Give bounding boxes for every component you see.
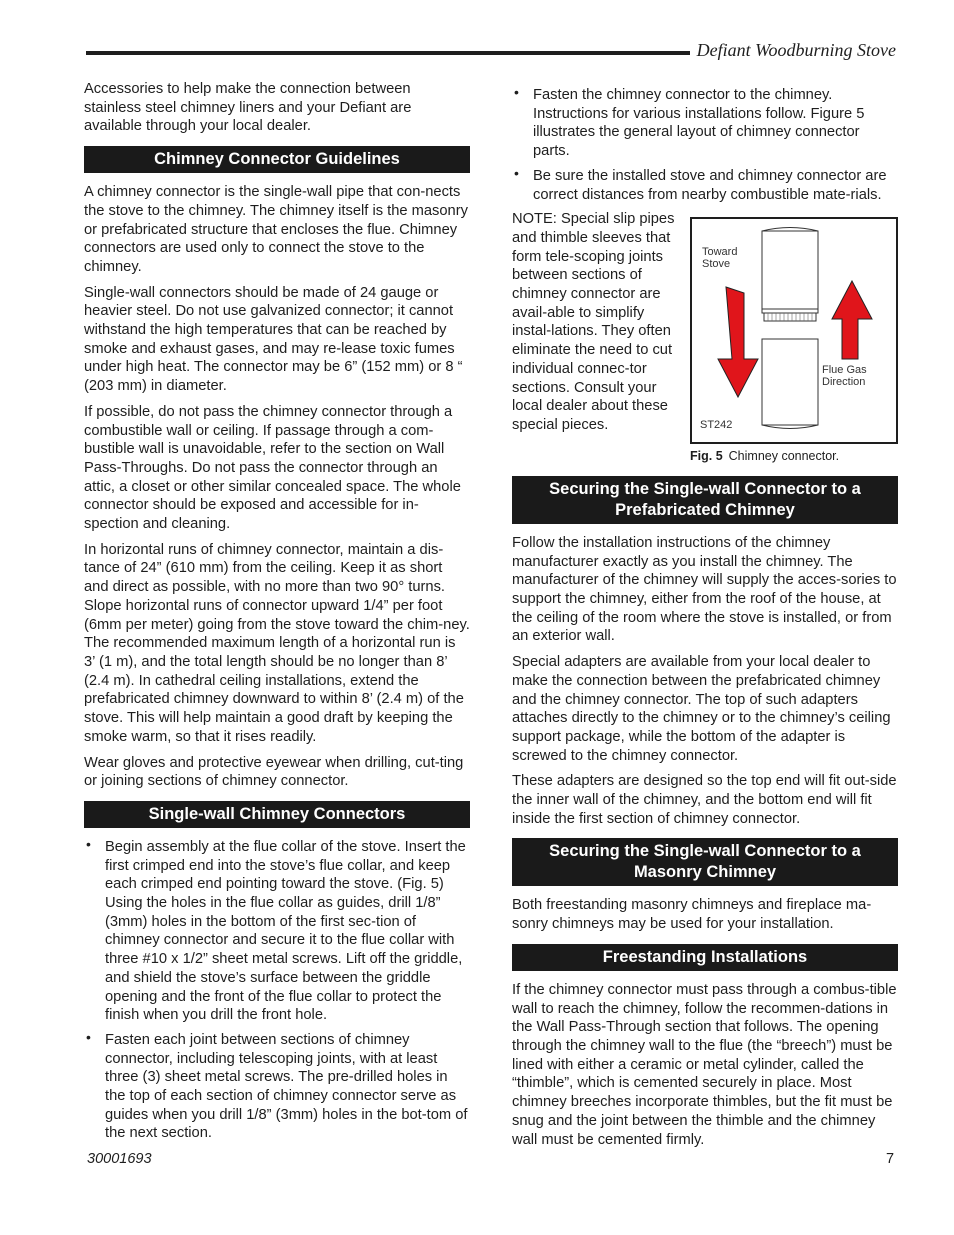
figure-caption-text: Chimney connector. [728,449,840,464]
paragraph: A chimney connector is the single-wall pipe that con-nects the stove to the chimney. The chimney itself is the masonry or prefabricated structure that encloses the flue. Chimney connectors are used only to connect the stove to the chimney. [84,184,468,275]
intro-paragraph: Accessories to help make the connection between stainless steel chimney liners and your Defiant are available through your local dealer. [84,81,412,135]
section-heading-single-wall-connectors: Single-wall Chimney Connectors [84,801,470,828]
section-heading-masonry-chimney: Securing the Single-wall Connector to a Masonry Chimney [512,838,898,886]
paragraph: Both freestanding masonry chimneys and fireplace ma-sonry chimneys may be used for your installation. [512,897,872,933]
paragraph: In horizontal runs of chimney connector, maintain a dis-tance of 24” (610 mm) from the ceiling. Keep it as short and direct as possible, with no more than two 90° turns. Slope horizontal runs of connector upward 1/4” per foot (6mm per meter) going from the stove toward the chim-ney. The recommended maximum length of a horizontal run is 3’ (1 m), and the total length should be no longer than 8’ (2.4 m). In cathedral ceiling installations, extend the prefabricated chimney downward to within 8’ (2.4 m) of the stove. This will help maintain a good draft by keeping the smoke warm, so that it rises readily. [84,541,470,745]
header-title: Defiant Woodburning Stove [696,40,896,60]
paragraph: Wear gloves and protective eyewear when drilling, cut-ting or joining sections of chimney connector. [84,754,464,790]
label-toward-stove: Toward Stove [702,246,738,271]
page-number: 7 [886,1151,895,1167]
flue-gas-arrow [832,281,872,359]
bullet-list [84,838,470,1143]
figure-frame [690,217,898,444]
section-heading-chimney-connector-guidelines: Chimney Connector Guidelines [84,146,470,173]
toward-stove-arrow [718,287,758,397]
paragraph: Special adapters are available from your local dealer to make the connection between the prefabricated chimney and the chimney connector. The top of such adapters attaches directly to the chimney or to the chimney’s ceiling support package, while the bottom of the adapter is screwed to the chimney connector. [512,654,891,764]
list-item: • Begin assembly at the flue collar of the stove. Insert the first crimped end into the stove’s flue collar, and keep each crimped end pointing toward the stove. (Fig. 5) Using the holes in the flue collar as guides, drill 1/8” (3mm) holes in the bottom of the first sec-tion of chimney connector and secure it to the flue collar with three #10 x 1/2” sheet metal screws. Lift off the griddle, and shield the stove’s surface between the griddle opening and the front of the flue collar to protect the finish when you drill the front hole. [84,838,470,1025]
figure-number: Fig. 5 [690,449,723,464]
label-flue-gas-direction: Flue Gas Direction [822,364,867,389]
list-item: • Be sure the installed stove and chimney connector are correct distances from nearby combustible mate-rials. [512,167,898,204]
note-paragraph: NOTE: Special slip pipes and thimble sleeves that form tele-scoping joints between sections of chimney connector are avail-able to simplify instal-lations. They often eliminate the need to cut individual connec-tor sections. Consult your local dealer about these special pieces. [512,211,675,433]
figure-code: ST242 [700,419,733,432]
note-and-figure [512,210,898,466]
figure-caption [690,447,898,466]
bullet-list [512,86,898,204]
section-heading-freestanding-installations: Freestanding Installations [512,944,898,971]
paragraph: If the chimney connector must pass through a combus-tible wall to reach the chimney, follow the recommen-dations in the Wall Pass-Through section that follows. The opening through the chimney wall to the flue (the “breech”) must be lined with either a ceramic or metal cylinder, called the “thimble”, which is cemented securely in place. Most chimney breeches incorporate thimbles, but the fit must be snug and the joint between the thimble and the chimney wall must be cemented firmly. [512,981,897,1148]
list-item: • Fasten the chimney connector to the chimney. Instructions for various installations follow. Figure 5 illustrates the general layout of chimney connector parts. [512,86,898,161]
figure-5 [690,217,898,466]
right-column [512,86,898,1156]
section-heading-prefabricated-chimney: Securing the Single-wall Connector to a Prefabricated Chimney [512,476,898,524]
left-column [84,80,470,1149]
paragraph: If possible, do not pass the chimney connector through a combustible wall or ceiling. If passage through a com-bustible wall is unavoidable, refer to the section on Wall Pass-Throughs. Do not pass the connector through an attic, a closet or other similar concealed space. The whole connector should be exposed and accessible for in-spection and cleaning. [84,403,461,533]
paragraph: Follow the installation instructions of the chimney manufacturer exactly as you install the chimney. The manufacturer of the chimney will supply the acces-sories to support the chimney, either from the roof of the house, at the ceiling of the room where the stove is installed, or from an exterior wall. [512,534,897,645]
paragraph: Single-wall connectors should be made of 24 gauge or heavier steel. Do not use galvanized connector; it cannot withstand the high temperatures that can be reached by smoke and exhaust gases, and may re-lease toxic fumes under high heat. The connector may be 6” (152 mm) or 8 “ (203 mm) in diameter. [84,284,463,395]
header-rule [86,51,690,55]
list-item: • Fasten each joint between sections of chimney connector, including telescoping joints, with at least three (3) sheet metal screws. The pre-drilled holes in the top of each section of chimney connector serve as guides when you drill 1/8” (3mm) holes in the bot-tom of the next section. [84,1031,470,1143]
paragraph: These adapters are designed so the top end will fit out-side the inner wall of the chimney, and the bottom end will fit inside the first section of chimney connector. [512,773,897,827]
document-number: 30001693 [87,1151,152,1167]
